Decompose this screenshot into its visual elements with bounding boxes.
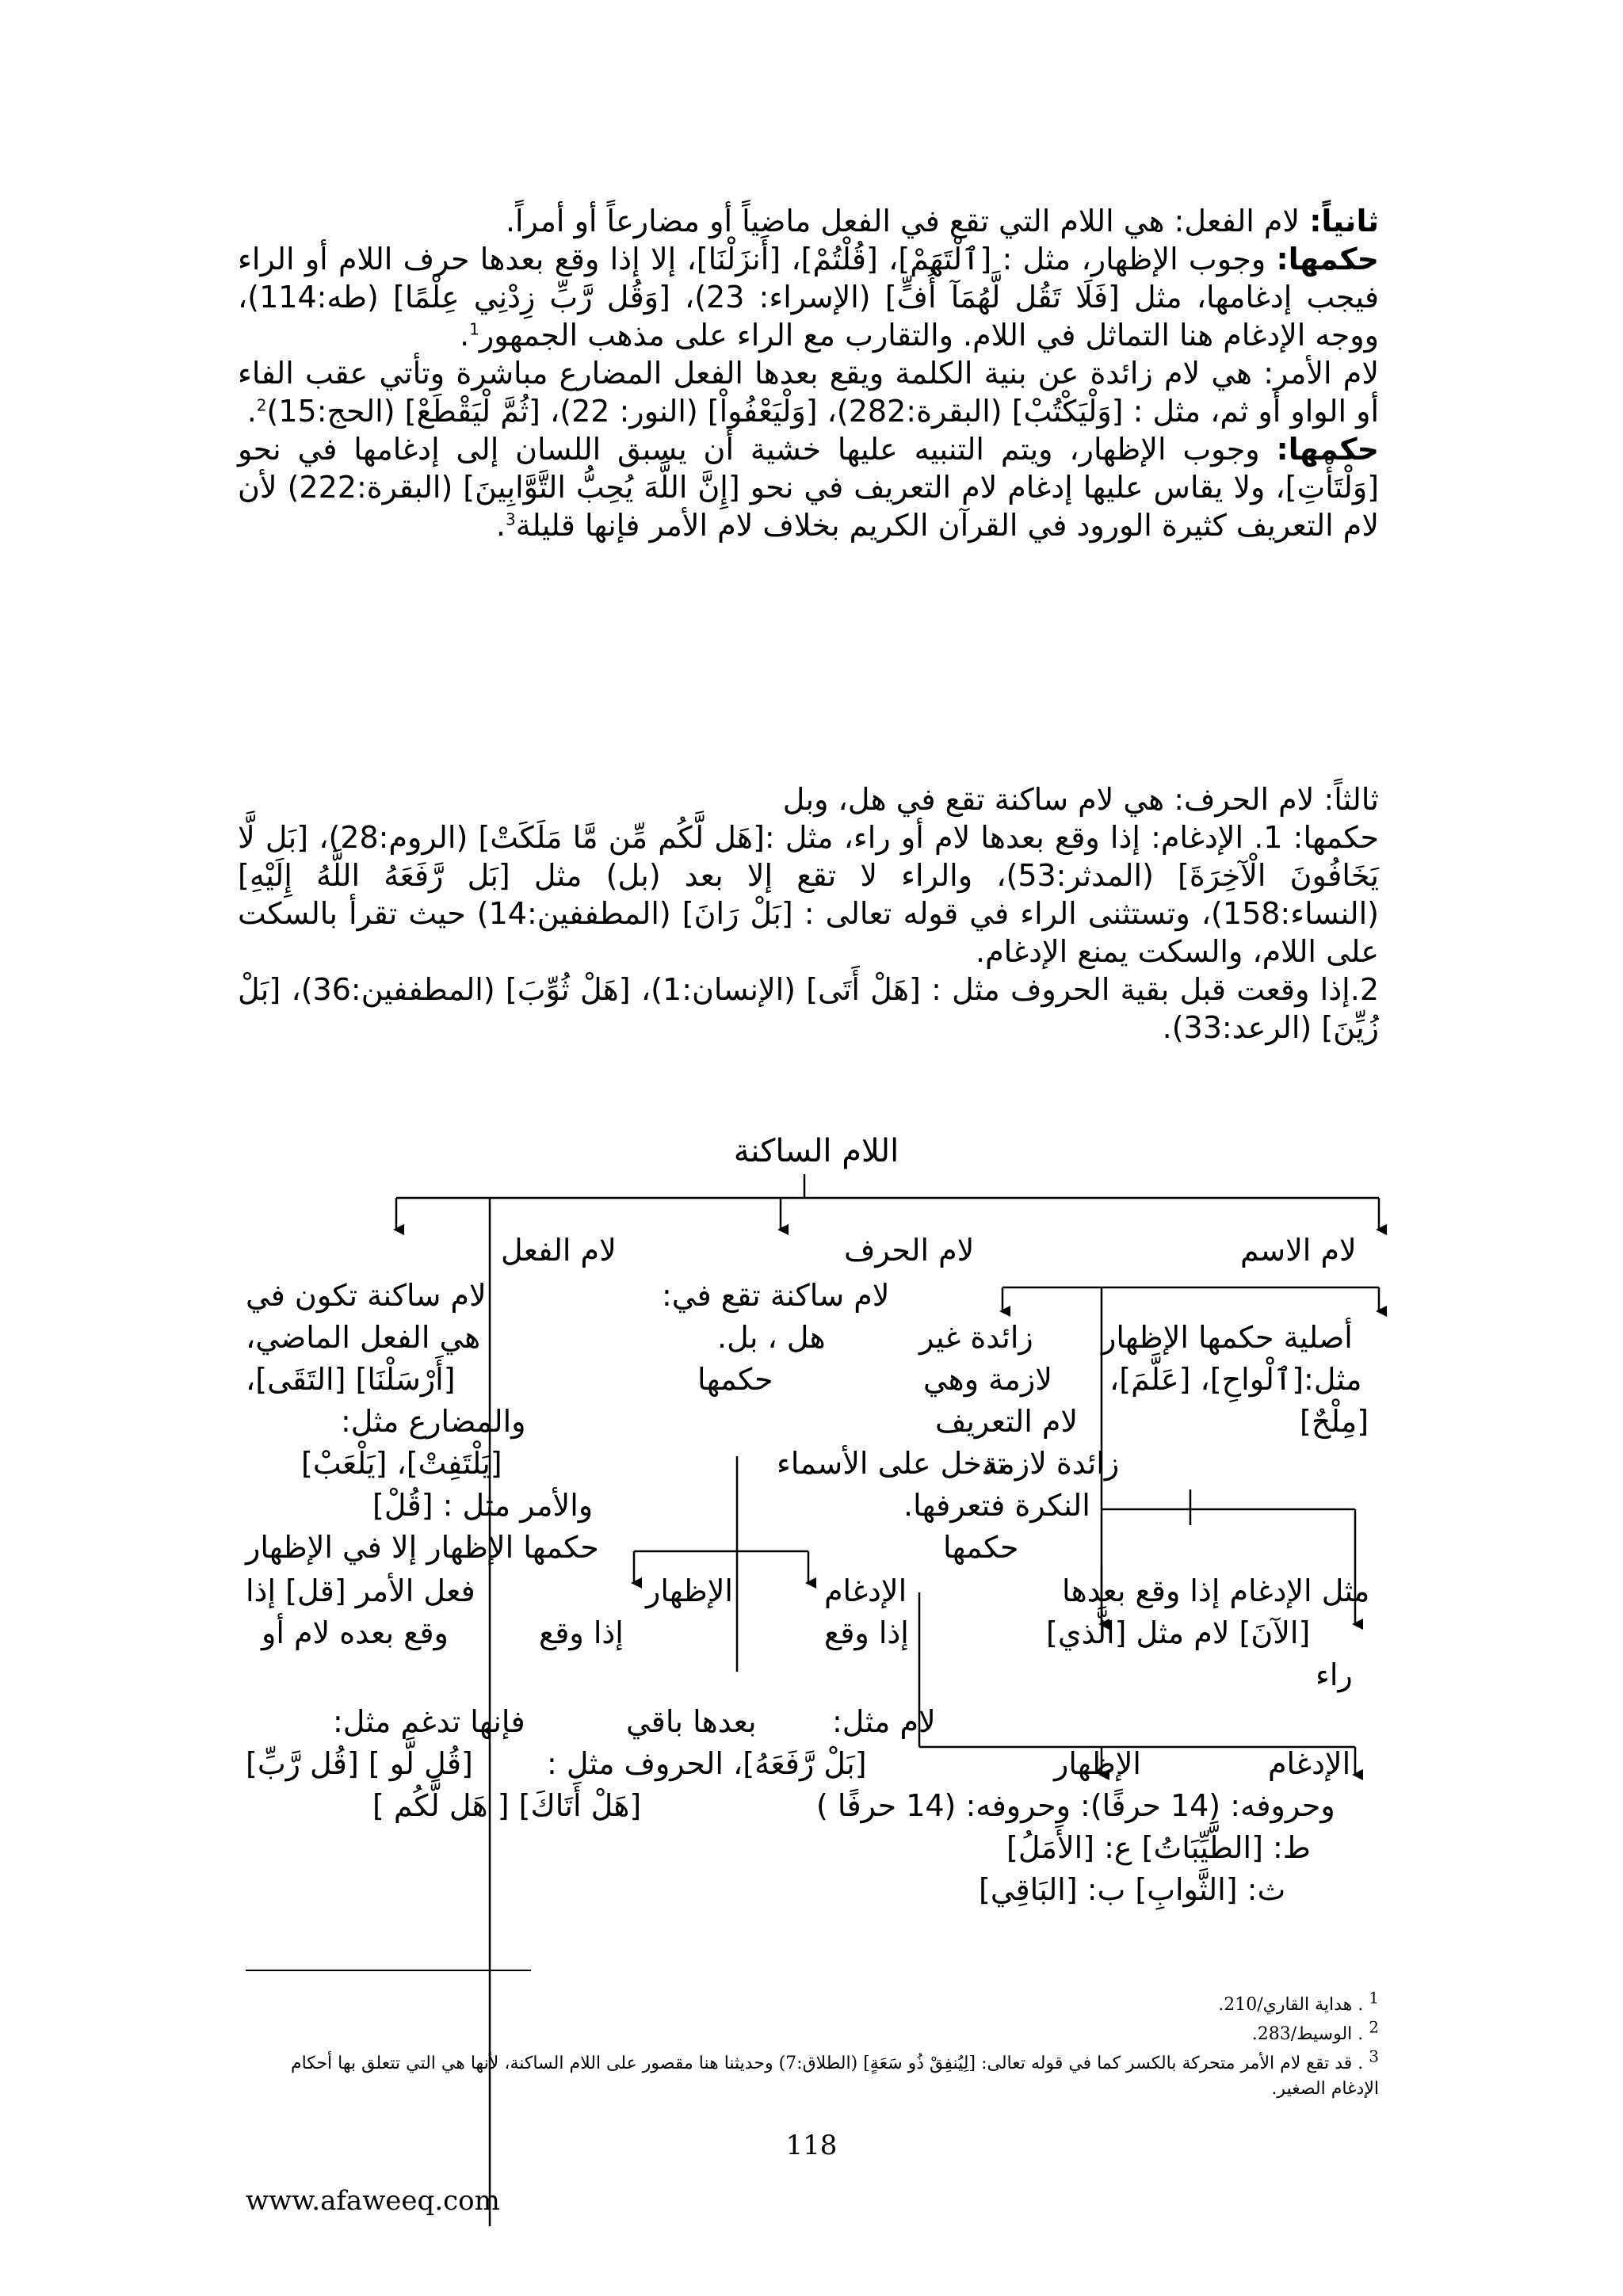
letters-count: وحروفه: (14 حرفًا): وحروفه: (14 حرفًا )	[816, 1788, 1335, 1823]
example-row-2: ث: [الثَّوابِ] ب: [البَاقِي]	[979, 1872, 1286, 1907]
footnote-2: $^2$ . الوسيط/283.	[1251, 2017, 1379, 2044]
ism-zaida-1: زائدة غير	[919, 1320, 1033, 1355]
fi-rule: حكمها: وجوب الإظهار، مثل : [ٱلْتَهَمْ]، [قُلْتُمْ]، [أَنزَلْنَا]، إلا إذا وقع بعدها حرف اللام أو الراء فيجب إدغامها، مثل [فَلَا تَقُل لَّهُمَآ أُفٍّ] (الإسراء: 23)، [وَقُل رَّبِّ زِدْنِي عِلْمًا] (طه:114)، ووجه الإدغام هنا التماثل في اللام. والتقارب مع الراء على مذهب الجمهور$^1$.	[238, 242, 1379, 353]
harf-idgham: الإدغام	[824, 1573, 907, 1608]
harf-rule-2: 2.إذا وقعت قبل بقية الحروف مثل : [هَلْ أَتَى] (الإنسان:1)، [هَلْ ثُوِّبَ] (المطففين:36)، [بَلْ زُيِّنَ] (الرعد:33).	[238, 972, 1379, 1045]
fi-line-2: هي الفعل الماضي،	[246, 1320, 481, 1355]
fi-line-6: والأمر مثل : [قُلْ]	[372, 1488, 594, 1523]
ism-rule-2: [الآنَ] لام مثل [الَّذي]	[1046, 1615, 1311, 1650]
ism-lazima-4: حكمها	[943, 1530, 1019, 1565]
harf-line-1: لام ساكنة تقع في:	[662, 1278, 890, 1313]
bottom-harf-ex2: [هَلْ أَتَاكَ] [ هَل لَّكُم ]	[372, 1788, 642, 1823]
fi-col-2: وقع بعده لام أو	[262, 1615, 449, 1650]
harf-rule-1: حكمها: 1. الإدغام: إذا وقع بعدها لام أو راء، مثل :[هَل لَّكُم مِّن مَّا مَلَكَتْ] (الروم:28)، [بَل لَّا يَخَافُونَ الْآخِرَةَ] (المدثر:53)، والراء لا تقع إلا بعد (بل) مثل [بَل رَّفَعَهُ اللَّهُ إِلَيْهِ] (النساء:158)، وتستثنى الراء في قوله تعالى : [بَلْ رَانَ] (المطففين:14) حيث تقرأ بالسكت على اللام، والسكت يمنع الإدغام.	[238, 820, 1380, 969]
bottom-line-1: فإنها تدغم مثل:	[333, 1704, 525, 1739]
footnote-3: $^3$ . قد تقع لام الأمر متحركة بالكسر كما في قوله تعالى: [لِيُنفِقْ ذُو سَعَةٍ] (الطلاق:7) وحديثنا هنا مقصور على اللام الساكنة، لأنها هي التي تتعلق بها أحكام الإدغام الصغير.	[290, 2046, 1379, 2099]
fi-line-4: والمضارع مثل:	[341, 1404, 526, 1439]
website-url[interactable]: www.afaweeq.com	[246, 2185, 500, 2217]
ism-zaida-3: لام التعريف	[935, 1404, 1079, 1439]
ism-asliya: أصلية حكمها الإظهار	[1102, 1320, 1353, 1355]
harf-heading: ثالثاً: لام الحرف: هي لام ساكنة تقع في هل، وبل	[782, 782, 1379, 817]
ism-lazima-2: تدخل على الأسماء	[777, 1446, 1006, 1481]
fi-line-7: حكمها الإظهار إلا في الإظهار	[246, 1530, 599, 1565]
fi-col-3: راء	[1316, 1657, 1353, 1692]
amr-definition: لام الأمر: هي لام زائدة عن بنية الكلمة ويقع بعدها الفعل المضارع مباشرة وتأتي عقب الفاء أو الواو أو ثم، مثل : [وَلْيَكْتُبْ] (البقرة:282)، [وَلْيَعْفُواْ] (النور: 22)، [ثُمَّ لْيَقْطَعْ] (الحج:15)$^2$.	[238, 356, 1379, 429]
bottom-idgham-title: الإدغام	[1268, 1746, 1351, 1781]
ism-zaida-2: لازمة وهي	[923, 1362, 1052, 1397]
example-row-1: ط: [الطَّيِّبَاتُ] ع: [الأَمَلُ]	[1006, 1830, 1311, 1865]
fi-line-5: [يَلْتَفِتْ]، [يَلْعَبْ]	[301, 1446, 502, 1481]
bottom-line-2: بعدها باقي	[626, 1704, 757, 1739]
fi-line-3: [أَرْسَلْنَا] [التَقَى]،	[246, 1362, 456, 1397]
harf-izhar: الإظهار	[646, 1573, 733, 1608]
ism-asliya-ex: مثل:[ٱلْواحِ]، [عَلَّمَ]،	[1109, 1362, 1362, 1397]
ism-lazima-1: زائدة لازمة	[983, 1446, 1120, 1481]
footnote-separator	[246, 1970, 531, 1971]
bottom-examples: [قُل لَّو ] [قُل رَّبِّ]	[246, 1746, 473, 1781]
ism-rule-1: مثل الإدغام إذا وقع بعدها	[1062, 1573, 1370, 1608]
node-ism: لام الاسم	[1240, 1233, 1357, 1268]
page-number: 118	[785, 2130, 838, 2161]
ism-asliya-ex2: [مِلْحٌ]	[1300, 1404, 1369, 1439]
node-harf: لام الحرف	[844, 1233, 975, 1268]
bottom-izhar-title: الإظهار	[1054, 1746, 1141, 1781]
bottom-line-3: لام مثل:	[832, 1704, 936, 1739]
amr-rule: حكمها: وجوب الإظهار، ويتم التنبيه عليها خشية أن يسبق اللسان إلى إدغامها في نحو [وَلْتَأْتِ]، ولا يقاس عليها إدغام لام التعريف في نحو [إِنَّ اللَّهَ يُحِبُّ التَّوَّابِينَ] (البقرة:222) لأن لام التعريف كثيرة الورود في القرآن الكريم بخلاف لام الأمر فإنها قليلة$^3$.	[238, 432, 1380, 543]
fi-heading: ثانياً: لام الفعل: هي اللام التي تقع في الفعل ماضياً أو مضارعاً أو أمراً.	[505, 204, 1379, 238]
footnote-1: $^1$ . هداية القاري/210.	[1218, 1988, 1379, 2015]
fi-col-1: فعل الأمر [قل] إذا	[246, 1573, 475, 1608]
harf-line-3: حكمها	[697, 1362, 773, 1397]
harf-idgham-cond: إذا وقع	[824, 1615, 909, 1650]
ism-lazima-3: النكرة فتعرفها.	[903, 1488, 1090, 1523]
harf-izhar-cond: إذا وقع	[539, 1615, 624, 1650]
bottom-harf-ex: [بَلْ رَّفَعَهُ]، الحروف مثل :	[547, 1746, 867, 1781]
diagram-title: اللام الساكنة	[733, 1133, 899, 1169]
node-fi: لام الفعل	[501, 1233, 617, 1268]
harf-line-2: هل ، بل.	[717, 1320, 826, 1355]
fi-line-1: لام ساكنة تكون في	[246, 1278, 487, 1313]
